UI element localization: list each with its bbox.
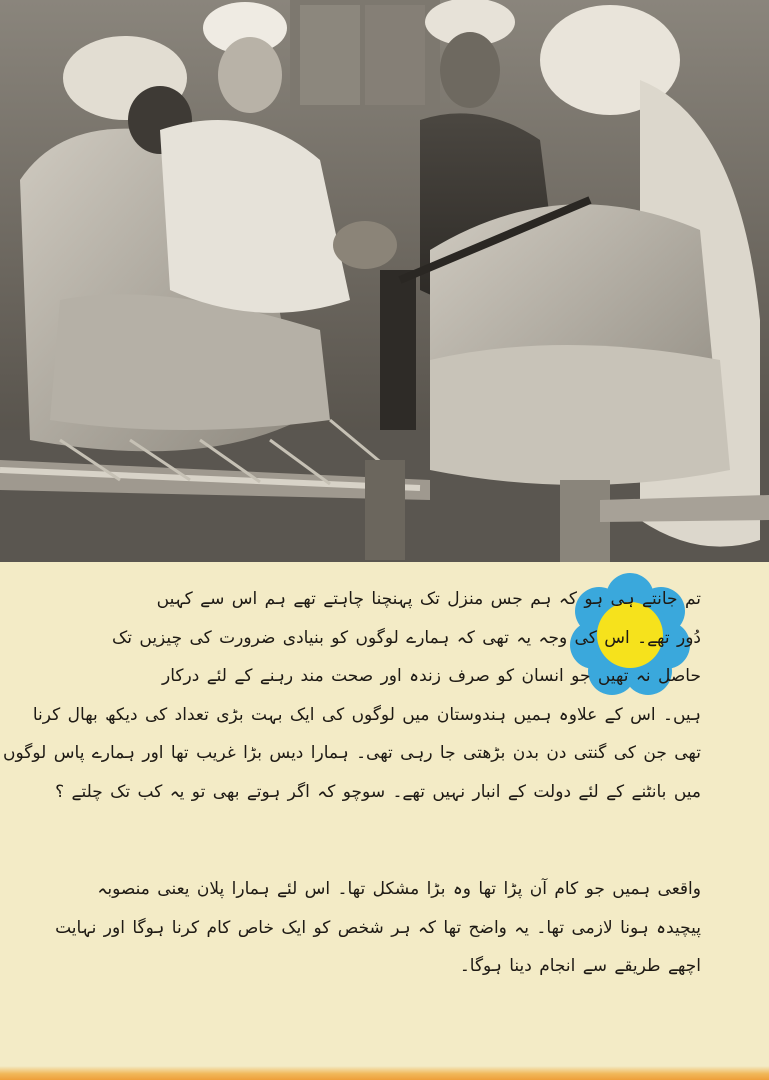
text-line: دُور تھے۔ اس کی وجہ یہ تھی کہ ہمارے لوگوں کو بنیادی ضرورت کی چیزیں تک bbox=[112, 627, 701, 648]
text-line: پیچیدہ ہونا لازمی تھا۔ یہ واضح تھا کہ ہر شخص کو ایک خاص کام کرنا ہوگا اور نہایت bbox=[55, 917, 701, 938]
text-line: ہیں۔ اس کے علاوہ ہمیں ہندوستان میں لوگوں کی ایک بہت بڑی تعداد کی دیکھ بھال کرنا bbox=[32, 704, 701, 725]
text-line: اچھے طریقے سے انجام دینا ہوگا۔ bbox=[459, 956, 701, 977]
paragraph-2 bbox=[51, 870, 701, 986]
text-line: واقعی ہمیں جو کام آن پڑا تھا وہ بڑا مشکل تھا۔ اس لئے ہمارا پلان یعنی منصوبہ bbox=[97, 879, 701, 899]
paragraph-1 bbox=[3, 580, 701, 812]
text-line: حاصل نہ تھیں جو انسان کو صرف زندہ اور صحت مند رہنے کے لئے درکار bbox=[162, 666, 701, 687]
bottom-edge-strip bbox=[0, 1066, 769, 1080]
text-line: تم جانتے ہی ہو کہ ہم جس منزل تک پہنچنا چاہتے تھے ہم اس سے کہیں bbox=[156, 589, 701, 609]
text-line: تھی جن کی گنتی دن بدن بڑھتی جا رہی تھی۔ ہمارا دیس بڑا غریب تھا اور ہمارے پاس لوگوں bbox=[3, 743, 701, 764]
text-line: میں بانٹنے کے لئے دولت کے انبار نہیں تھے۔ سوچو کہ اگر ہوتے بھی تو یہ کب تک چلتے ؟ bbox=[55, 781, 701, 802]
